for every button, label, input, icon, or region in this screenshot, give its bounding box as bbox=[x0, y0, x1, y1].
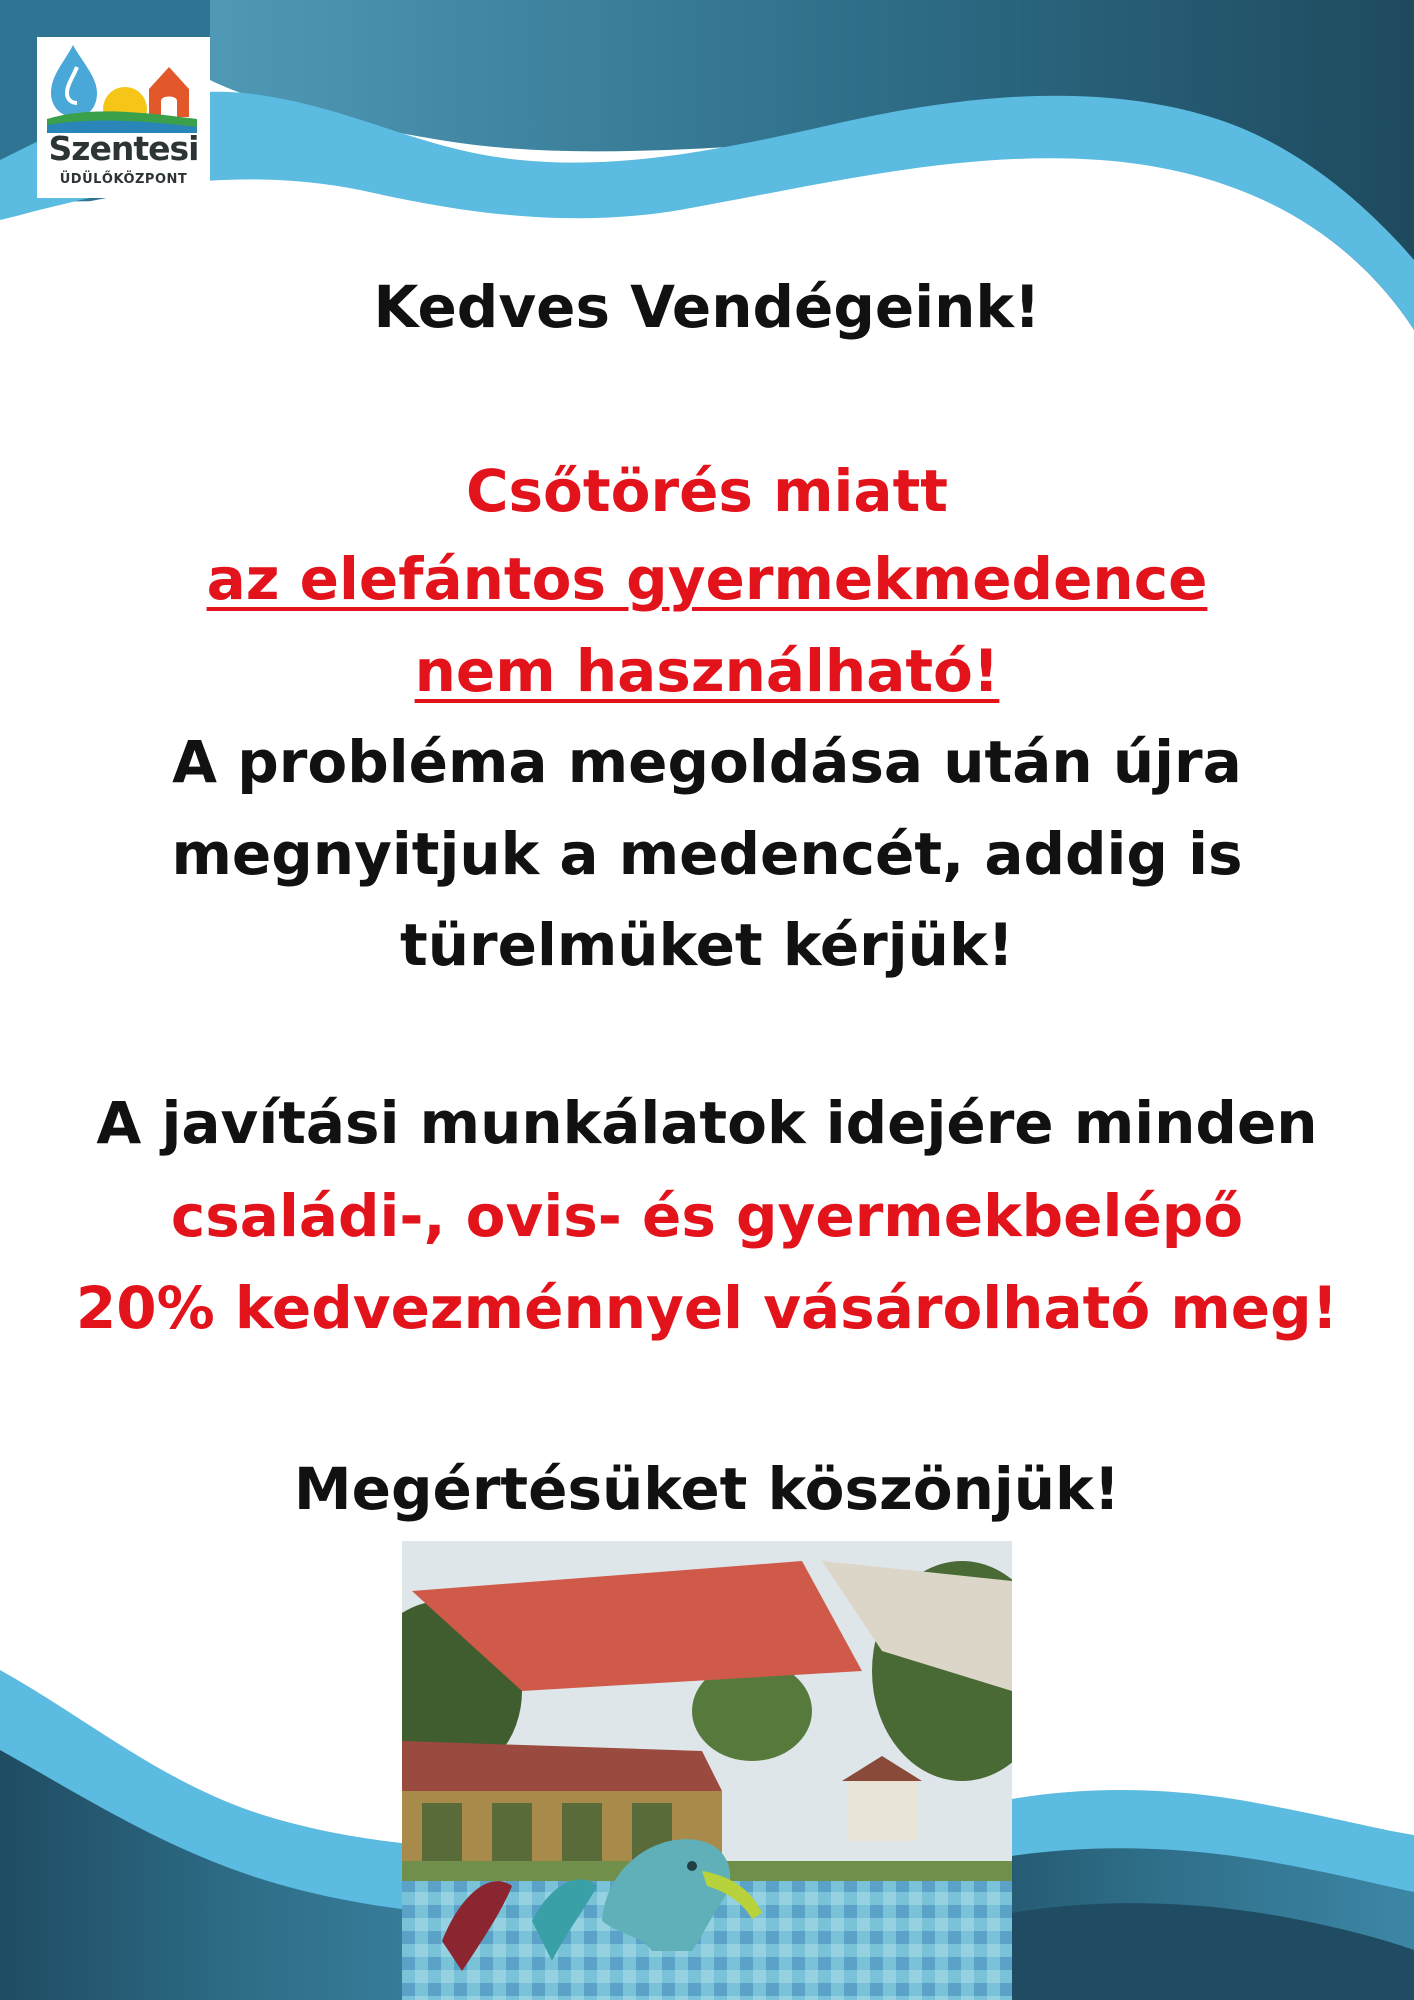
logo-subtitle: ÜDÜLŐKÖZPONT bbox=[59, 172, 188, 187]
thanks: Megértésüket köszönjük! bbox=[293, 1455, 1121, 1523]
logo-name: Szentesi bbox=[48, 129, 199, 168]
discount-line-1: A javítási munkálatok idejére minden bbox=[96, 1089, 1318, 1157]
info-line-1: A probléma megoldása után újra bbox=[172, 728, 1242, 796]
info-line-2: megnyitjuk a medencét, addig is bbox=[171, 820, 1243, 888]
discount-line-2: családi-, ovis- és gyermekbelépő bbox=[170, 1182, 1244, 1250]
logo bbox=[37, 37, 210, 198]
discount-line-3: 20% kedvezménnyel vásárolható meg! bbox=[75, 1274, 1339, 1342]
pool-photo bbox=[402, 1541, 1012, 2000]
alert-line-1: Csőtörés miatt bbox=[465, 457, 949, 525]
greeting: Kedves Vendégeink! bbox=[373, 273, 1041, 341]
alert-line-2: az elefántos gyermekmedence bbox=[206, 545, 1208, 613]
alert-line-3: nem használható! bbox=[414, 637, 1000, 705]
info-line-3: türelmüket kérjük! bbox=[400, 911, 1014, 979]
